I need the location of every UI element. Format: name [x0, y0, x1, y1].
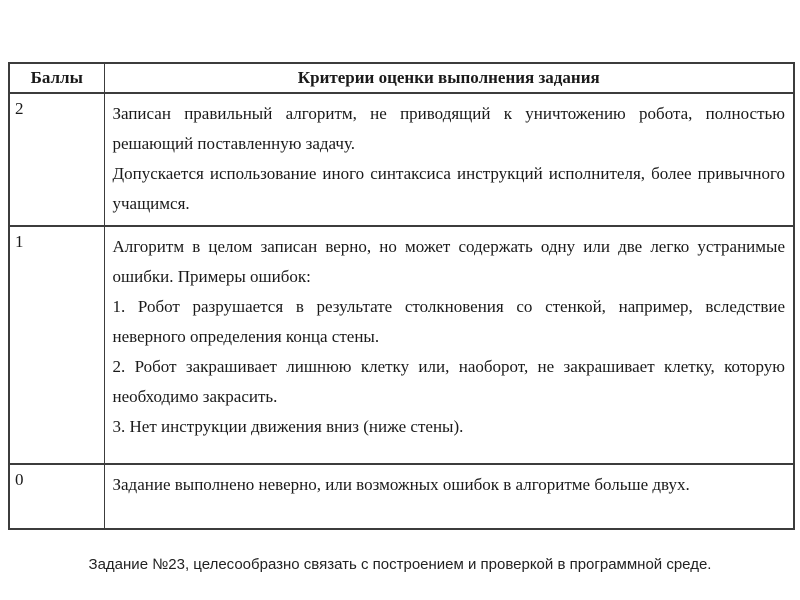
criteria-cell — [104, 464, 794, 529]
criteria-cell — [104, 93, 794, 226]
criteria-paragraph: Записан правильный алгоритм, не приводящий к уничтожению робота, полностью решающий поставленную задачу. — [112, 104, 785, 153]
criteria-paragraph: 3. Нет инструкции движения вниз (ниже стены). — [112, 417, 464, 436]
criteria-paragraph: Задание выполнено неверно, или возможных ошибок в алгоритме больше двух. — [112, 475, 690, 494]
criteria-paragraph: 1. Робот разрушается в результате столкновения со стенкой, например, вследствие неверного определения конца стены. — [112, 297, 785, 346]
table-row — [9, 464, 794, 529]
grading-criteria-table — [8, 62, 795, 530]
score-value: 0 — [9, 464, 104, 529]
table-header-row — [9, 63, 794, 93]
table-row — [9, 226, 794, 464]
score-value: 1 — [9, 226, 104, 464]
score-value: 2 — [9, 93, 104, 226]
column-header-score: Баллы — [9, 63, 104, 93]
criteria-cell — [104, 226, 794, 464]
criteria-paragraph: Допускается использование иного синтаксиса инструкций исполнителя, более привычного учащимся. — [112, 164, 785, 213]
criteria-paragraph: Алгоритм в целом записан верно, но может содержать одну или две легко устранимые ошибки. Примеры ошибок: — [112, 237, 785, 286]
column-header-criteria: Критерии оценки выполнения задания — [104, 63, 794, 93]
criteria-paragraph: 2. Робот закрашивает лишнюю клетку или, наоборот, не закрашивает клетку, которую необходимо закрасить. — [112, 357, 785, 406]
footnote: Задание №23, целесообразно связать с построением и проверкой в программной среде. — [88, 556, 712, 573]
table-row — [9, 93, 794, 226]
